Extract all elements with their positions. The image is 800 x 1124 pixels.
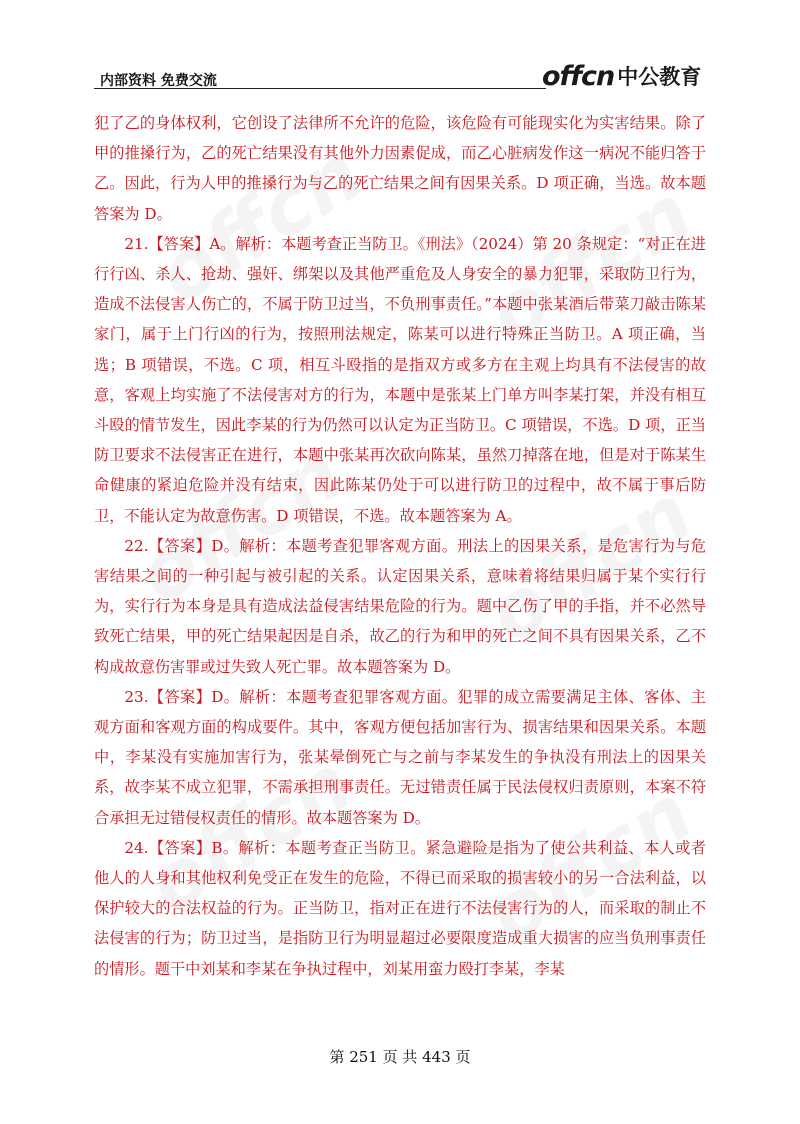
paragraph-continued: 犯了乙的身体权利，它创设了法律所不允许的危险，该危险有可能现实化为实害结果。除了甲的推搡行为，乙的死亡结果没有其他外力因素促成，而乙心脏病发作这一病况不能归答于乙。因此，行为人甲的推搡行为与乙的死亡结果之间有因果关系。D 项正确，当选。故本题答案为 D。 (94, 114, 706, 223)
answer-paragraph-23: 23.【答案】D。解析：本题考查犯罪客观方面。犯罪的成立需要满足主体、客体、主观方面和客观方面的构成要件。其中，客观方便包括加害行为、损害结果和因果关系。本题中，李某没有实施加害行为，张某晕倒死亡与之前与李某发生的争执没有刑法上的因果关系，故李某不成立犯罪，不需承担刑事责任。无过错责任属于民法侵权归责原则，本案不符合承担无过错侵权责任的情形。故本题答案为 D。 (94, 687, 706, 827)
answer-paragraph-24: 24.【答案】B。解析：本题考查正当防卫。紧急避险是指为了使公共利益、本人或者他人的人身和其他权利免受正在发生的危险，不得已而采取的损害较小的另一合法利益，以保护较大的合法权益的行为。正当防卫，指对正在进行不法侵害行为的人，而采取的制止不法侵害的行为；防卫过当，是指防卫行为明显超过必要限度造成重大损害的应当负刑事责任的情形。题干中刘某和李某在争执过程中，刘某用蛮力殴打李某，李某 (94, 838, 706, 978)
document-body (94, 108, 706, 984)
page-number: 第 251 页 共 443 页 (329, 1048, 471, 1066)
answer-paragraph-21: 21.【答案】A。解析：本题考查正当防卫。《刑法》（2024）第 20 条规定：“对正在进行行凶、杀人、抢劫、强奸、绑架以及其他严重危及人身安全的暴力犯罪，采取防卫行为，造成不法侵害人伤亡的，不属于防卫过当，不负刑事责任。”本题中张某酒后带菜刀敲击陈某家门，属于上门行凶的行为，按照刑法规定，陈某可以进行特殊正当防卫。A 项正确，当选；B 项错误，不选。C 项，相互斗殴指的是指双方或多方在主观上均具有不法侵害的故意，客观上均实施了不法侵害对方的行为，本题中是张某上门单方叫李某打架，并没有相互斗殴的情节发生，因此李某的行为仍然可以认定为正当防卫。C 项错误，不选。D 项，正当防卫要求不法侵害正在进行，本题中张某再次砍向陈某，虽然刀掉落在地，但是对于陈某生命健康的紧迫危险并没有结束，因此陈某仍处于可以进行防卫的过程中，故不属于事后防卫，不能认定为故意伤害。D 项错误，不选。故本题答案为 A。 (94, 234, 706, 525)
answer-paragraph-22: 22.【答案】D。解析：本题考查犯罪客观方面。刑法上的因果关系，是危害行为与危害结果之间的一种引起与被引起的关系。认定因果关系，意味着将结果归属于某个实行行为，实行行为本身是具有造成法益侵害结果危险的行为。题中乙伤了甲的手指，并不必然导致死亡结果，甲的死亡结果起因是自杀，故乙的行为和甲的死亡之间不具有因果关系，乙不构成故意伤害罪或过失致人死亡罪。故本题答案为 D。 (94, 536, 706, 676)
header-label: 内部资料 免费交流 (100, 73, 217, 89)
page-header (94, 62, 706, 92)
logo-chinese-text: 中公教育 (617, 65, 702, 89)
header-divider (94, 88, 546, 89)
logo-latin-text: offcn (542, 61, 615, 92)
offcn-logo (542, 62, 701, 92)
